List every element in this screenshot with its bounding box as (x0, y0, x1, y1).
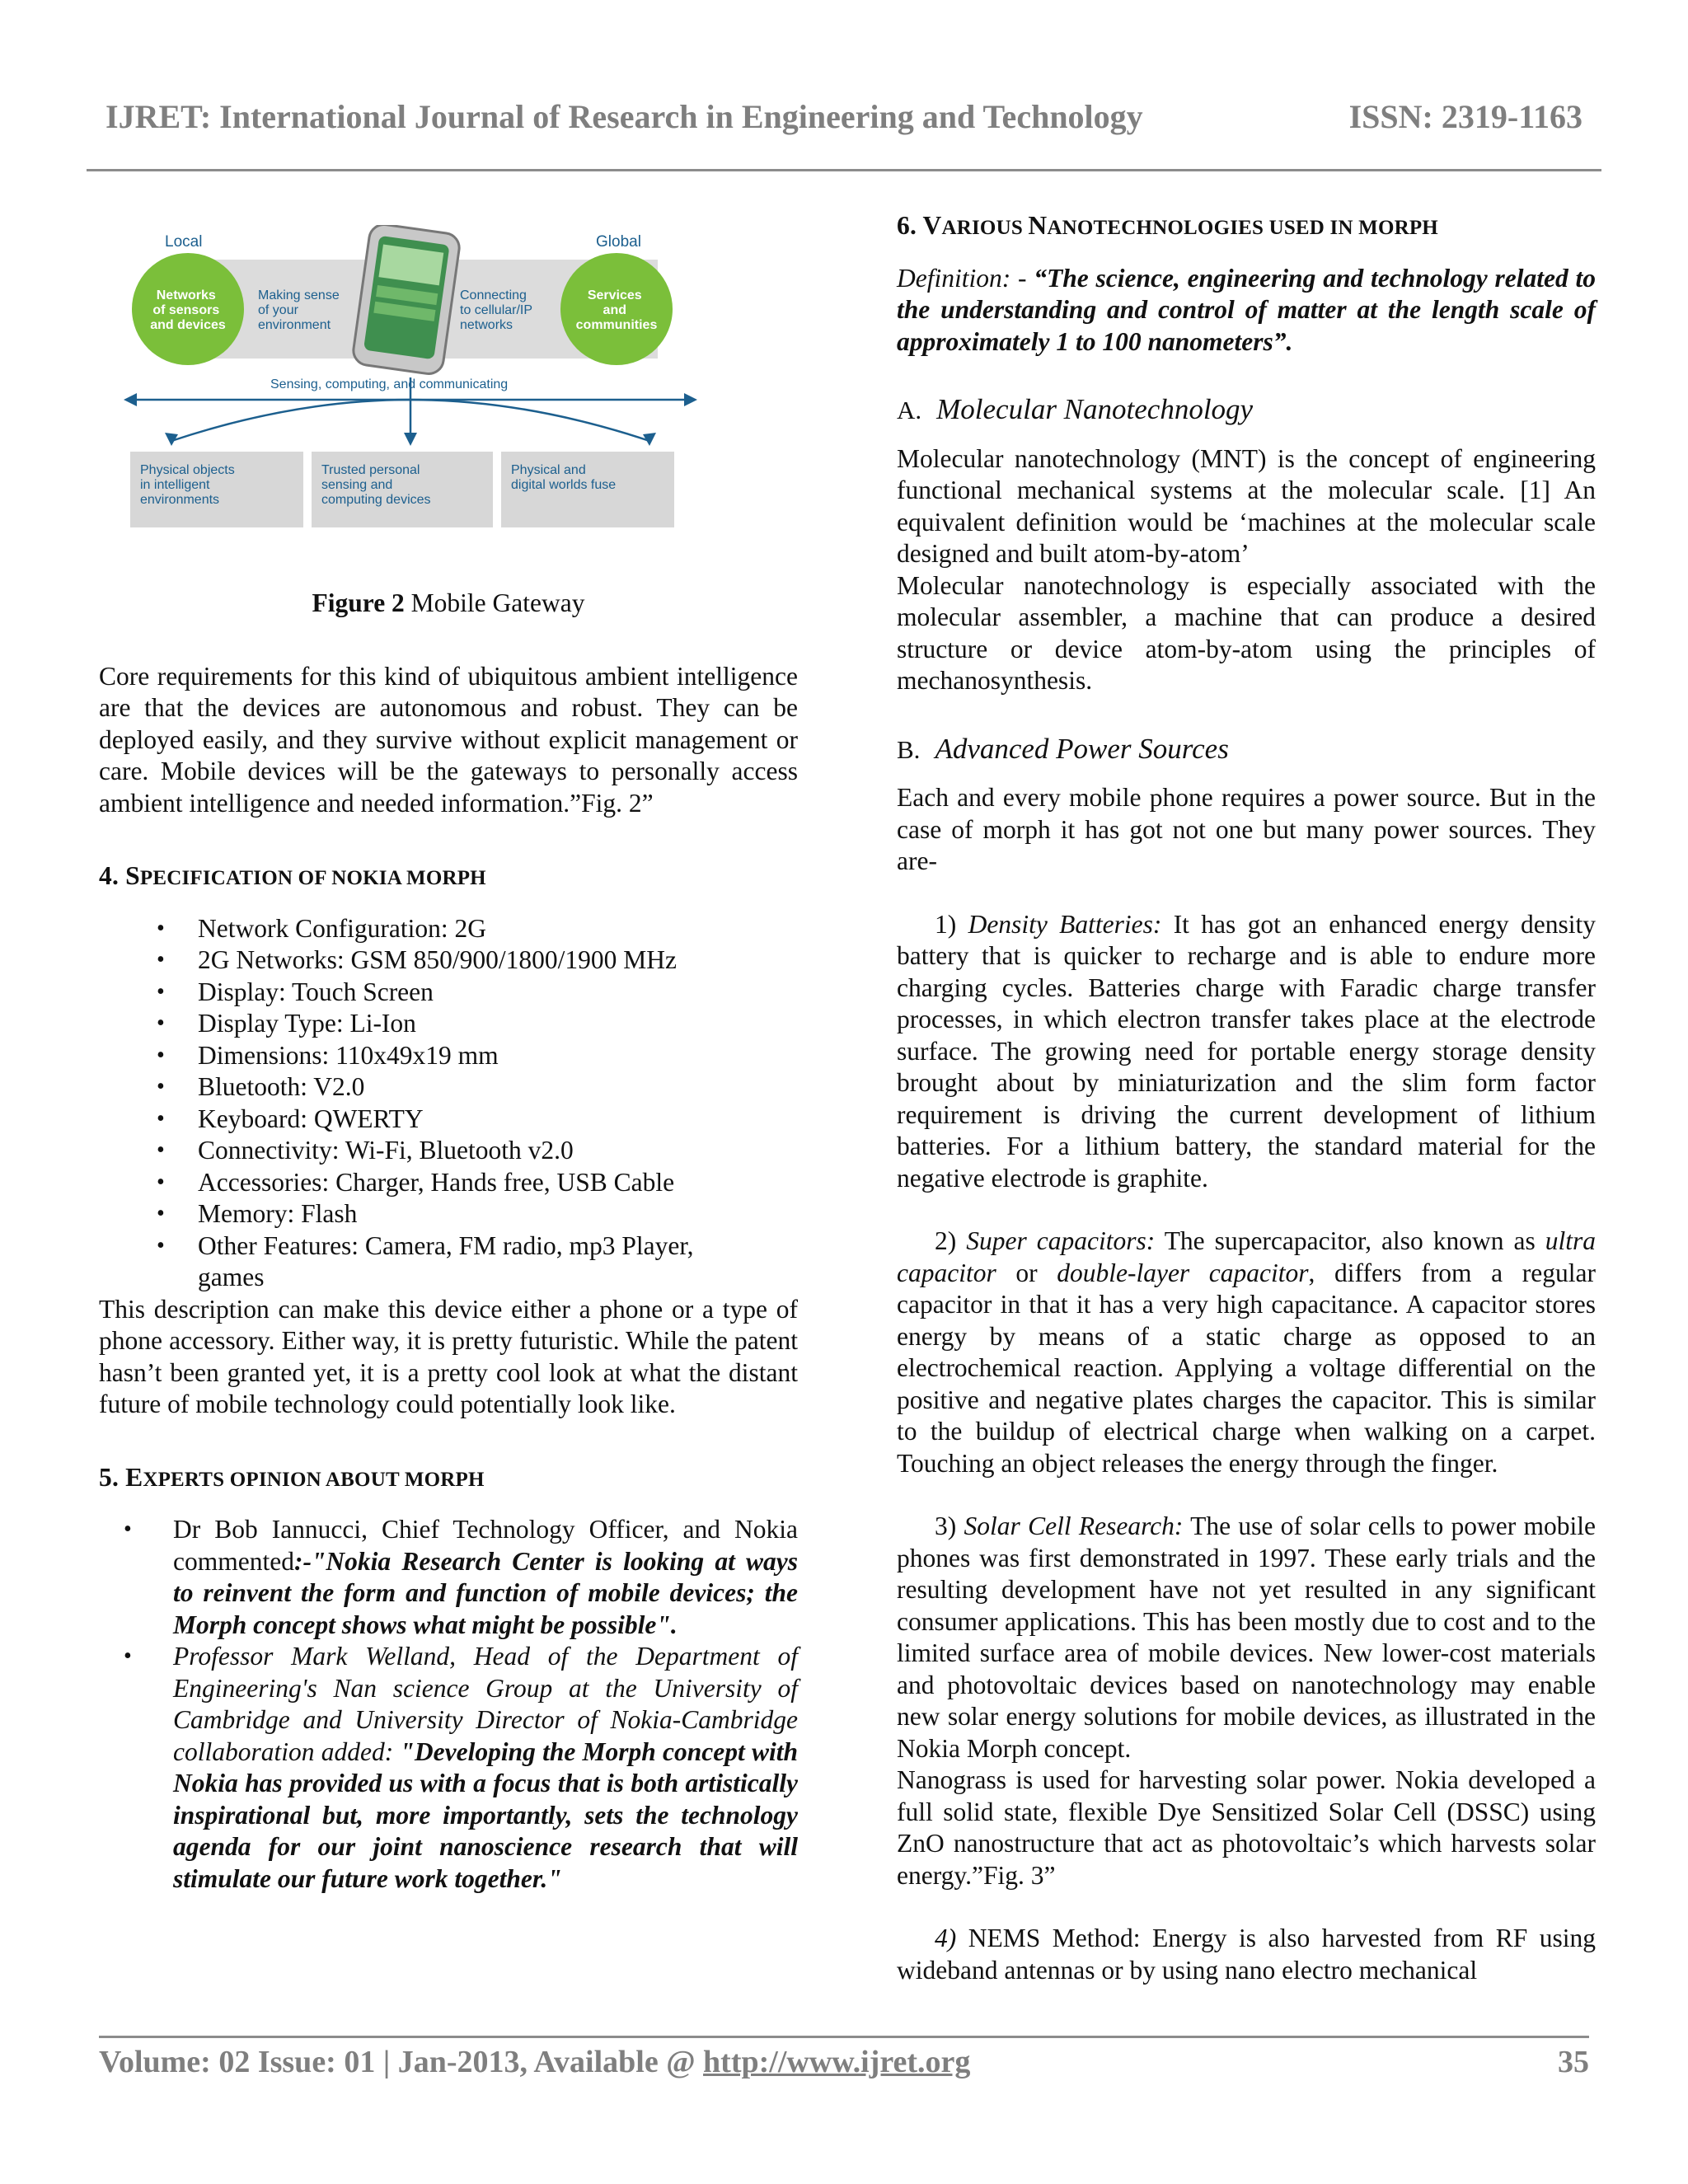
band-label: Sensing, computing, and communicating (270, 377, 509, 391)
spec-item: • Network Configuration: 2G (157, 913, 798, 945)
running-footer (99, 2044, 1589, 2085)
power-nanograss: Nanograss is used for harvesting solar power. Nokia developed a full solid state, flexible Dye Sensitized Solar Cell (DSSC) using ZnO nanostructure that act as photovoltaic’s which harvests solar energy.”Fig. 3” (897, 1765, 1596, 1890)
right-column (897, 210, 1596, 1986)
power-solar-cell: 3) Solar Cell Research: The use of solar cells to power mobile phones was first demonstrated in 1997. These early trials and the resulting development have not yet resulted in any significant consumer applications. This has been mostly due to cost and to the limited surface area of mobile devices. New lower-cost materials and photovoltaic devices based on nanotechnology may enable new solar energy solutions for mobile devices, as illustrated in the Nokia Morph concept. (897, 1511, 1596, 1763)
header-rule (87, 169, 1601, 171)
page-number: 35 (1558, 2045, 1589, 2079)
section-4-heading: 4. SPECIFICATION OF NOKIA MORPH (99, 861, 486, 890)
subsection-a-paragraph-2: Molecular nanotechnology is especially associated with the molecular assembler, a machine that can produce a desired structure or device atom-by-atom using the principles of mechanosynthesis. (897, 570, 1596, 695)
spec-list (157, 913, 798, 1294)
spec-item: • Connectivity: Wi-Fi, Bluetooth v2.0 (157, 1135, 798, 1167)
spec-item: • Bluetooth: V2.0 (157, 1071, 798, 1104)
phone-illustration (352, 225, 462, 376)
spec-description: This description can make this device either a phone or a type of phone accessory. Either way, it is pretty futuristic. While the patent hasn’t been granted yet, it is a pretty cool look at what the distant future of mobile technology could potentially look like. (99, 1294, 798, 1418)
mobile-gateway-diagram (114, 225, 707, 546)
spec-item: • 2G Networks: GSM 850/900/1800/1900 MHz (157, 944, 798, 977)
journal-url-link[interactable]: http://www.ijret.org (703, 2045, 971, 2079)
box1-text: Physical objects in intelligent environments (140, 463, 235, 507)
arrowhead-left (124, 393, 137, 406)
running-header (106, 97, 1582, 138)
spec-item: • Dimensions: 110x49x19 mm (157, 1040, 798, 1072)
subsection-a-heading: A. Molecular Nanotechnology (897, 393, 1254, 425)
intro-paragraph: Core requirements for this kind of ubiquitous ambient intelligence are that the devices are autonomous and robust. They can be deployed easily, and they survive without explicit management or care. Mobile devices will be the gateways to personally access ambient intelligence and needed information.”Fig. 2” (99, 661, 798, 818)
power-nems: 4) NEMS Method: Energy is also harvested from RF using wideband antennas or by using nano electro mechanical (897, 1924, 1596, 1985)
figure-label: Figure 2 (312, 588, 405, 617)
power-super-capacitors: 2) Super capacitors: The supercapacitor, also known as ultra capacitor or double-layer capacitor, differs from a regular capacitor in that it has a very high capacitance. A capacitor stores energy by means of a static charge as opposed to an electrochemical reaction. Applying a voltage differential on the positive and negative plates charges the capacitor. This is similar to the buildup of electrical charge when walking on a carpet. Touching an object releases the energy through the finger. (897, 1226, 1596, 1478)
box3-text: Physical and digital worlds fuse (511, 463, 617, 492)
label-local: Local (165, 233, 203, 251)
arrowhead-down-center (404, 433, 417, 446)
left-column (99, 210, 798, 1895)
subsection-b-heading: B. Advanced Power Sources (897, 732, 1229, 765)
spec-item: • Memory: Flash (157, 1198, 798, 1230)
footer-rule (99, 2036, 1589, 2038)
arrowhead-right (684, 393, 697, 406)
spec-item: • Keyboard: QWERTY (157, 1104, 798, 1136)
footer-volume: Volume: 02 Issue: 01 | Jan-2013, Available @ http://www.ijret.org (99, 2045, 971, 2079)
figure-caption (99, 588, 798, 620)
text-making-sense: Making sense of your environment (258, 288, 340, 332)
power-density-batteries: 1) Density Batteries: It has got an enhanced energy density battery that is quicker to recharge and is able to endure more charging cycles. Batteries charge with Faradic charge transfer processes, in which electron transfer takes place at the electrode surface. The growing need for portable energy storage density brought about by miniaturization and the slim form factor requirement is driving the current development of lithium batteries. For a lithium battery, the standard material for the negative electrode is graphite. (897, 909, 1596, 1193)
journal-title: IJRET: International Journal of Research in Engineering and Technology (106, 98, 1143, 135)
label-global: Global (596, 233, 641, 251)
experts-list (124, 1514, 798, 1895)
subsection-a-paragraph-1: Molecular nanotechnology (MNT) is the concept of engineering functional mechanical systems at the molecular scale. [1] An equivalent definition would be ‘machines at the molecular scale designed and built atom-by-atom’ (897, 443, 1596, 568)
definition: Definition: - “The science, engineering and technology related to the understanding and control of matter at the length scale of approximately 1 to 100 nanometers”. (897, 263, 1597, 356)
section-5-heading: 5. EXPERTS OPINION ABOUT MORPH (99, 1462, 485, 1492)
issn: ISSN: 2319-1163 (1348, 98, 1582, 135)
spec-item: • Display: Touch Screen (157, 977, 798, 1009)
expert-opinion-welland: • Professor Mark Welland, Head of the Department of Engineering's Nan science Group at the University of Cambridge and University Director of Nokia-Cambridge collaboration added: "Developing the Morph concept with Nokia has provided us with a focus that is both artistically inspirational but, more importantly, sets the technology agenda for our joint nanoscience research that will stimulate our future work together." (124, 1641, 798, 1895)
figure-caption-text: Mobile Gateway (404, 588, 585, 617)
circle-services-text: Services and communities (575, 288, 658, 332)
spec-item: • Other Features: Camera, FM radio, mp3 Player, games (157, 1230, 798, 1294)
circle-networks-text: Networks of sensors and devices (150, 288, 226, 332)
text-connecting: Connecting to cellular/IP networks (460, 288, 532, 332)
subsection-b-intro: Each and every mobile phone requires a power source. But in the case of morph it has got not one but many power sources. They are- (897, 783, 1596, 875)
spec-item: • Accessories: Charger, Hands free, USB Cable (157, 1167, 798, 1199)
figure-2-mobile-gateway (114, 225, 707, 546)
box2-text: Trusted personal sensing and computing devices (321, 463, 431, 507)
expert-opinion-iannucci: • Dr Bob Iannucci, Chief Technology Officer, and Nokia commented:-"Nokia Research Center is looking at ways to reinvent the form and function of mobile devices; the Morph concept shows what might be possible". (124, 1514, 798, 1641)
section-6-heading: 6. VARIOUS NANOTECHNOLOGIES USED IN MORPH (897, 211, 1438, 240)
spec-item: • Display Type: Li-Ion (157, 1008, 798, 1040)
arrow-line (130, 377, 691, 441)
